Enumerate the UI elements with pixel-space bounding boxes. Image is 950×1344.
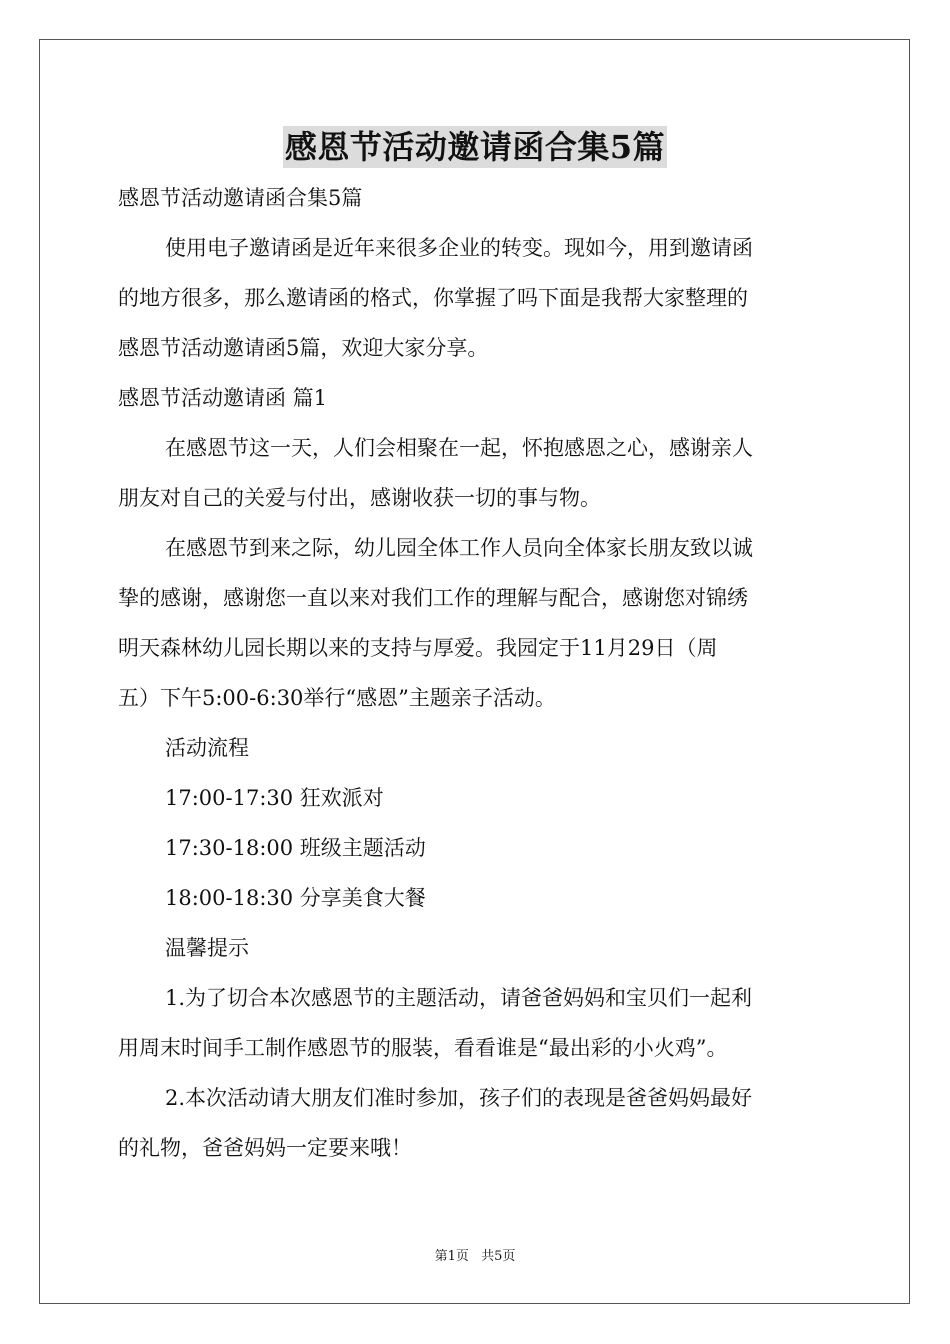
tip2-line-1: 2.本次活动请大朋友们准时参加，孩子们的表现是爸爸妈妈最好 [165, 1086, 753, 1110]
subtitle-line: 感恩节活动邀请函合集5篇 [118, 186, 363, 210]
tip1-line-2: 用周末时间手工制作感恩节的服装，看看谁是“最出彩的小火鸡”。 [118, 1036, 728, 1060]
para2-line-1: 在感恩节到来之际，幼儿园全体工作人员向全体家长朋友致以诚 [165, 536, 753, 560]
para2-line-4: 五）下午5:00-6:30举行“感恩”主题亲子活动。 [118, 686, 556, 710]
document-title: 感恩节活动邀请函合集5篇 [284, 128, 666, 166]
schedule-item-2: 17:30-18:00 班级主题活动 [165, 836, 426, 860]
tips-heading: 温馨提示 [165, 936, 249, 960]
page-footer [0, 1248, 950, 1266]
tip1-line-1: 1.为了切合本次感恩节的主题活动，请爸爸妈妈和宝贝们一起利 [165, 986, 753, 1010]
section-heading: 感恩节活动邀请函 篇1 [118, 386, 328, 410]
schedule-item-1: 17:00-17:30 狂欢派对 [165, 786, 384, 810]
intro-line-3: 感恩节活动邀请函5篇，欢迎大家分享。 [118, 336, 489, 360]
title-container [0, 126, 950, 168]
para2-line-3: 明天森林幼儿园长期以来的支持与厚爱。我园定于11月29日（周 [118, 636, 718, 660]
tip2-line-2: 的礼物，爸爸妈妈一定要来哦！ [118, 1136, 412, 1160]
intro-line-2: 的地方很多，那么邀请函的格式，你掌握了吗下面是我帮大家整理的 [118, 286, 748, 310]
page-number: 第1页 [434, 1249, 469, 1264]
para1-line-1: 在感恩节这一天，人们会相聚在一起，怀抱感恩之心，感谢亲人 [165, 436, 753, 460]
page-total: 共5页 [481, 1249, 516, 1264]
schedule-item-3: 18:00-18:30 分享美食大餐 [165, 886, 426, 910]
para1-line-2: 朋友对自己的关爱与付出，感谢收获一切的事与物。 [118, 486, 601, 510]
page-border [39, 39, 910, 1304]
para2-line-2: 挚的感谢，感谢您一直以来对我们工作的理解与配合，感谢您对锦绣 [118, 586, 748, 610]
schedule-heading: 活动流程 [165, 736, 249, 760]
intro-line-1: 使用电子邀请函是近年来很多企业的转变。现如今，用到邀请函 [165, 236, 753, 260]
